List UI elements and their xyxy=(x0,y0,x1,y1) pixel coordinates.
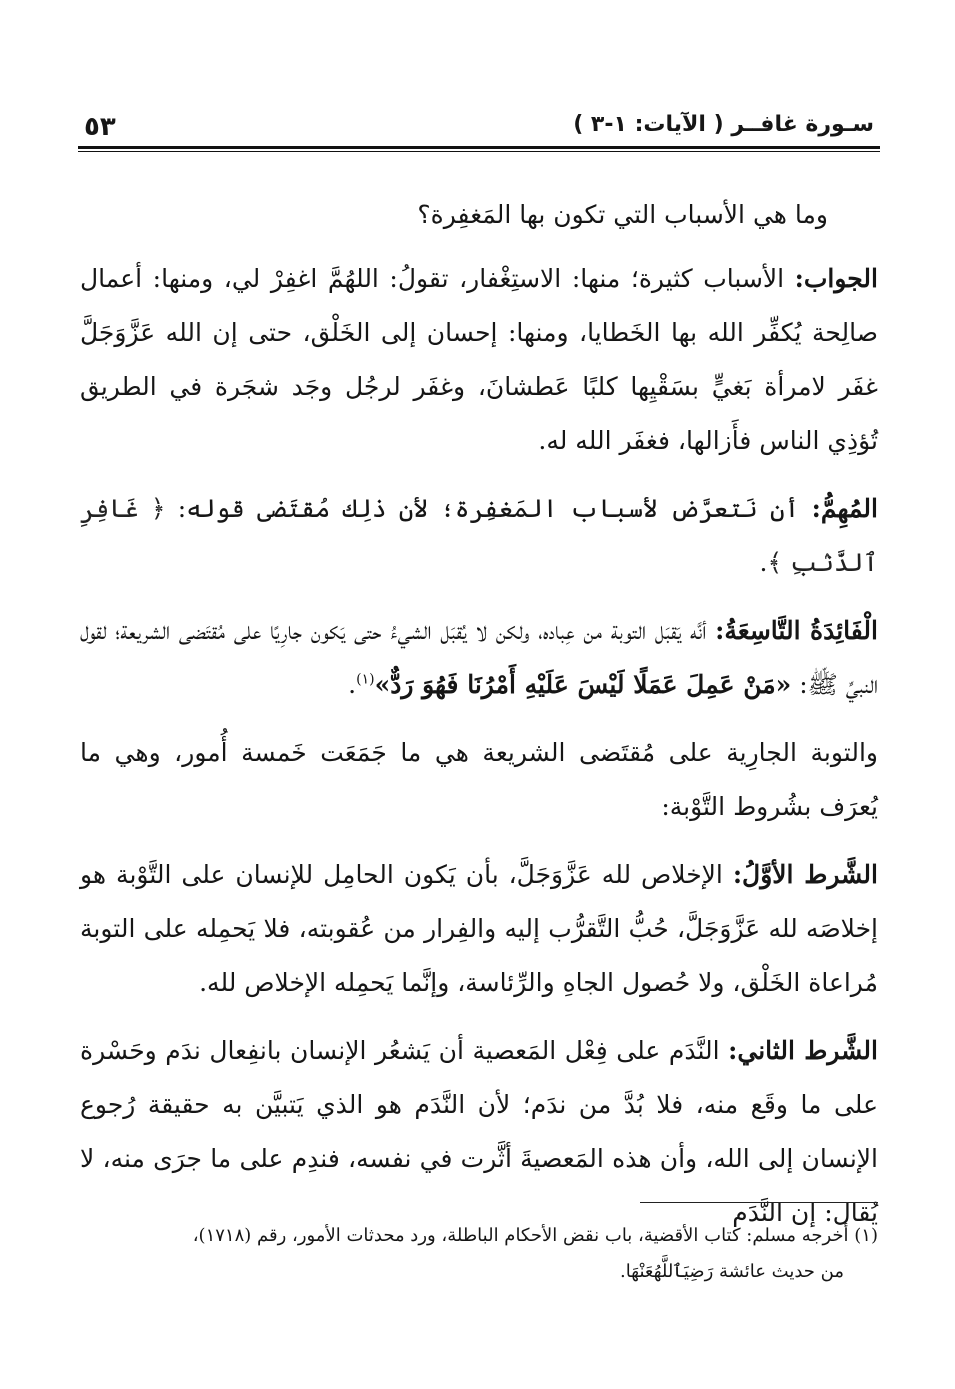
important-lead: المُهِمُّ: xyxy=(811,494,878,523)
ninth-end: . xyxy=(348,670,357,699)
answer-text: الأسباب كثيرة؛ منها: الاستِغْفار، تقولُ: اللهُمَّ اغفِرْ لي، ومنها: أعمال صالِحة يُكفِّر الله بها الخَطايا، ومنها: إحسان إلى الخَلْق، حتى إن الله عَزَّوَجَلَّ غفَر لامرأة بَغيٍّ بسَقْيِها كلبًا عَطشانَ، وغفَر لرجُل وجَد شجَرة في الطريق تُؤذِي الناس فأَزالها، فغفَر الله له. xyxy=(80,264,878,455)
condition-2-lead: الشَّرط الثاني: xyxy=(728,1036,878,1065)
quran-quote: ﴿ غَافِرِ ٱلذَّنۢبِ ﴾ xyxy=(80,494,878,577)
question-paragraph xyxy=(80,188,878,242)
ninth-benefit-lead: الْفَائِدَةُ التَّاسِعَةُ: xyxy=(715,616,878,645)
important-text: أن نَتعرَّض لأسباب المَغفِرة؛ لأن ذلِك مُقتَضى قوله: xyxy=(177,494,800,523)
important-paragraph xyxy=(80,482,878,590)
condition-1-lead: الشَّرط الأوَّلُ: xyxy=(732,860,878,889)
answer-paragraph xyxy=(80,252,878,468)
condition-2-paragraph xyxy=(80,1024,878,1240)
ninth-benefit-text: أنَّه يَقبَل التوبة من عِباده، ولكن لا يُقبَل الشيءُ حتى يَكون جارِيًا على مُقتَضى الشريعة؛ لقول النبيِّ ﷺ: xyxy=(80,616,878,699)
main-text xyxy=(80,188,878,1254)
answer-lead: الجواب: xyxy=(794,264,878,293)
header-rule-thin xyxy=(78,151,880,152)
question-text: وما هي الأسباب التي تكون بها المَغفِرة؟ xyxy=(417,200,828,229)
running-title: سـورة غافــر ( الآيات: ١-٣ ) xyxy=(573,112,874,137)
hadith-quote: «مَنْ عَمِلَ عَمَلًا لَيْسَ عَلَيْهِ أَمْرُنَا فَهُوَ رَدٌّ» xyxy=(374,670,792,699)
page-number: ٥٣ xyxy=(84,112,116,142)
ninth-benefit-paragraph xyxy=(80,604,878,712)
footnotes xyxy=(80,1218,878,1290)
tawba-paragraph xyxy=(80,726,878,834)
header-rule xyxy=(78,146,880,149)
footnote-rule xyxy=(640,1202,878,1203)
footnote-1-line-2: من حديث عائشة رَضِيَٱللَّهُعَنْهَا. xyxy=(619,1261,844,1282)
important-end: . xyxy=(759,548,768,577)
page-header xyxy=(78,108,880,144)
condition-1-text: الإخلاص لله عَزَّوَجَلَّ، بأن يَكون الحامِل للإنسان على التَّوْبة هو إخلاصَه لله عَزَّوَجَلَّ، حُبُّ التَّقرُّب إليه والفِرار من عُقوبته، فلا يَحمِله على التوبة مُراعاة الخَلْق، ولا حُصول الجاهِ والرِّئاسة، وإنَّما يَحمِله الإخلاص لله. xyxy=(80,860,878,997)
footnote-1-line-1: (١) أخرجه مسلم: كتاب الأقضية، باب نقض الأحكام الباطلة، ورد محدثات الأمور، رقم (١٧١٨)، xyxy=(192,1225,878,1246)
tawba-text: والتوبة الجارِية على مُقتَضى الشريعة هي ما جَمَعَت خَمسة أُمور، وهي ما يُعرَف بشُروط التَّوْبة: xyxy=(80,738,878,821)
condition-1-paragraph xyxy=(80,848,878,1010)
footnote-ref: (١) xyxy=(356,671,375,688)
condition-2-text: النَّدَم على فِعْل المَعصية أن يَشعُر الإنسان بانفِعال ندَم وحَسْرة على ما وقَع منه، فلا بُدَّ من ندَم؛ لأن النَّدَم هو الذي يَتبيَّن به حقيقة رُجوع الإنسان إلى الله، وأن هذه المَعصيةَ أثَّرت في نفسه، فندِم على ما جرَى منه، لا يُقال: إن النَّدَم xyxy=(80,1036,878,1227)
